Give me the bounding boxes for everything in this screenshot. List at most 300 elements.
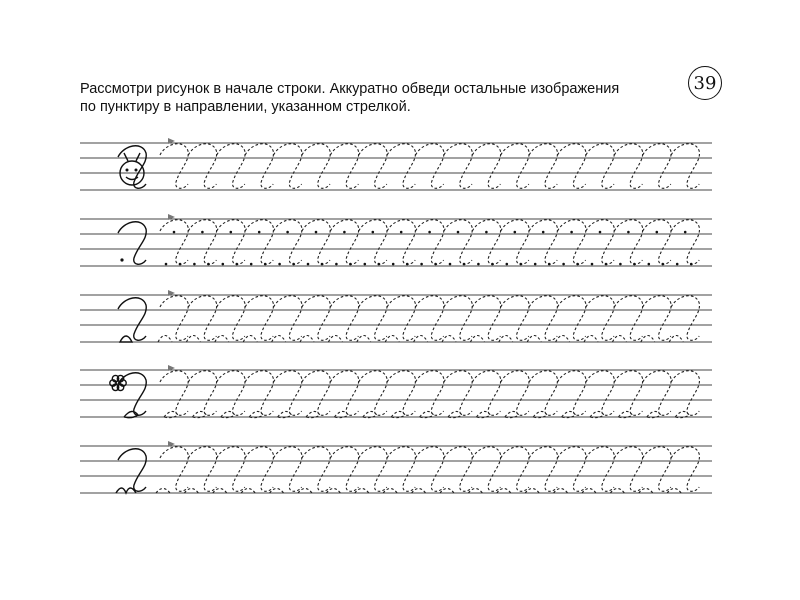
tracing-copy	[639, 447, 671, 493]
tracing-copy	[525, 447, 557, 493]
tracing-copy	[499, 296, 529, 342]
dashed-hook	[274, 220, 302, 265]
bud-icon	[243, 336, 257, 343]
dot-icon	[292, 263, 295, 266]
dashed-hook	[501, 371, 529, 416]
dot-icon	[548, 263, 551, 266]
arc-icon	[383, 489, 397, 494]
dashed-hook	[359, 296, 387, 341]
eye-icon	[126, 169, 129, 172]
arc-icon	[525, 489, 539, 494]
arc-icon	[326, 489, 340, 494]
tracing-copy	[643, 220, 671, 266]
dot-icon	[591, 263, 594, 266]
dashed-hook	[387, 220, 415, 265]
tracing-copy	[302, 371, 330, 418]
dot-icon	[392, 263, 395, 266]
tracing-copy	[501, 144, 529, 189]
bud-icon	[584, 336, 598, 343]
tracing-copy	[213, 447, 245, 493]
dot-icon	[562, 263, 565, 266]
sample-hook	[118, 298, 146, 341]
arc-icon	[554, 489, 568, 494]
dashed-hook	[245, 144, 273, 189]
tracing-copy	[671, 220, 699, 266]
tracing-copy	[302, 144, 330, 189]
dashed-hook	[444, 296, 472, 341]
bud-icon	[328, 336, 342, 343]
dashed-hook	[387, 296, 415, 341]
dashed-hook	[643, 220, 671, 265]
dashed-hook	[330, 371, 358, 416]
dashed-hook	[217, 144, 245, 189]
dashed-hook	[472, 371, 500, 416]
tracing-copy	[188, 220, 216, 266]
dot-icon	[378, 263, 381, 266]
arc-icon	[298, 489, 312, 494]
dashed-hook	[330, 144, 358, 189]
tracing-copy	[330, 144, 358, 189]
dashed-hook	[671, 144, 699, 189]
dashed-hook	[586, 296, 614, 341]
tracing-copy	[359, 144, 387, 189]
tracing-copy	[326, 447, 358, 493]
dot-icon	[406, 263, 409, 266]
tracing-copy	[330, 220, 358, 266]
arc-icon	[610, 489, 624, 494]
dot-icon	[627, 231, 630, 234]
dashed-hook	[472, 220, 500, 265]
dashed-hook	[217, 220, 245, 265]
dot-icon	[656, 231, 659, 234]
tracing-copy	[272, 296, 302, 342]
dot-icon	[250, 263, 253, 266]
tracing-copy	[274, 220, 302, 266]
bud-icon	[158, 336, 172, 343]
dashed-hook	[245, 296, 273, 341]
arc-icon	[440, 489, 454, 494]
tracing-copy	[558, 220, 586, 266]
dot-icon	[676, 263, 679, 266]
dashed-hook	[529, 220, 557, 265]
tracing-copy	[359, 220, 387, 266]
dashed-hook	[330, 447, 358, 492]
tracing-copy	[501, 220, 529, 266]
dot-icon	[648, 263, 651, 266]
tracing-copy	[186, 296, 216, 342]
tracing-copy	[416, 371, 444, 418]
dashed-hook	[160, 220, 188, 265]
tracing-copy	[184, 447, 216, 493]
dashed-hook	[160, 144, 188, 189]
arc-icon	[156, 489, 170, 494]
tracing-copy	[215, 296, 245, 342]
dashed-hook	[160, 296, 188, 341]
dashed-hook	[387, 371, 415, 416]
bell-flower-icon	[120, 336, 132, 342]
dashed-hook	[671, 447, 699, 492]
tracing-copy	[501, 371, 529, 418]
bud-icon	[414, 336, 428, 343]
bud-icon	[215, 336, 229, 343]
dashed-hook	[359, 447, 387, 492]
tracing-copy	[558, 371, 586, 418]
page-number: 39	[693, 72, 717, 94]
dashed-hook	[586, 144, 614, 189]
eye-icon	[135, 169, 138, 172]
tracing-copy	[440, 447, 472, 493]
sample-figure	[118, 222, 146, 265]
dot-icon	[222, 263, 225, 266]
dot-icon	[307, 263, 310, 266]
dot-icon	[278, 263, 281, 266]
dot-icon	[400, 231, 403, 234]
tracing-copy	[468, 447, 500, 493]
bud-icon	[556, 336, 570, 343]
dot-icon	[349, 263, 352, 266]
tracing-copy	[527, 296, 557, 342]
tracing-copy	[414, 296, 444, 342]
dot-icon	[684, 231, 687, 234]
tracing-copy	[472, 371, 500, 418]
dashed-hook	[302, 220, 330, 265]
tracing-copy	[160, 371, 188, 418]
grass-icon	[116, 488, 136, 493]
tracing-copy	[300, 296, 330, 342]
dot-icon	[420, 263, 423, 266]
tracing-copy	[416, 144, 444, 189]
sample-figure	[116, 449, 146, 493]
dashed-hook	[217, 371, 245, 416]
dot-icon	[315, 231, 318, 234]
tracing-copy	[328, 296, 358, 342]
bud-icon	[385, 336, 399, 343]
tracing-copy	[156, 447, 188, 493]
tracing-copy	[330, 371, 358, 418]
arc-icon	[412, 489, 426, 494]
tracing-copy	[188, 144, 216, 189]
tracing-copy	[243, 296, 273, 342]
sample-hook	[118, 373, 146, 416]
tracing-copy	[160, 144, 188, 189]
dashed-hook	[558, 220, 586, 265]
dashed-hook	[274, 447, 302, 492]
arc-icon	[213, 489, 227, 494]
dashed-hook	[160, 371, 188, 416]
bud-icon	[357, 336, 371, 343]
dashed-hook	[330, 296, 358, 341]
arc-icon	[468, 489, 482, 494]
dashed-hook	[472, 296, 500, 341]
dashed-hook	[274, 371, 302, 416]
dot-icon	[165, 263, 168, 266]
dashed-hook	[558, 371, 586, 416]
dot-icon	[120, 258, 123, 261]
tracing-copy	[274, 371, 302, 418]
tracing-copy	[497, 447, 529, 493]
dashed-hook	[529, 144, 557, 189]
dashed-hook	[558, 144, 586, 189]
dot-icon	[599, 231, 602, 234]
tracing-copy	[614, 144, 642, 189]
dot-icon	[457, 231, 460, 234]
dot-icon	[286, 231, 289, 234]
antenna-icon	[124, 153, 140, 161]
sample-figure	[118, 146, 146, 189]
dashed-hook	[245, 220, 273, 265]
tracing-copy	[614, 220, 642, 266]
dashed-hook	[416, 220, 444, 265]
dashed-hook	[359, 144, 387, 189]
tracing-copy	[444, 144, 472, 189]
dot-icon	[321, 263, 324, 266]
dot-icon	[662, 263, 665, 266]
tracing-copy	[554, 447, 586, 493]
arc-icon	[639, 489, 653, 494]
dashed-hook	[245, 371, 273, 416]
dashed-hook	[160, 447, 188, 492]
tracing-copy	[470, 296, 500, 342]
dot-icon	[372, 231, 375, 234]
tracing-copy	[582, 447, 614, 493]
dashed-hook	[501, 220, 529, 265]
dot-icon	[434, 263, 437, 266]
dashed-hook	[302, 296, 330, 341]
dashed-hook	[501, 447, 529, 492]
dashed-hook	[387, 447, 415, 492]
dashed-hook	[217, 447, 245, 492]
arc-icon	[355, 489, 369, 494]
dashed-hook	[671, 220, 699, 265]
tracing-copy	[529, 220, 557, 266]
tracing-copy	[241, 447, 273, 493]
dashed-hook	[614, 447, 642, 492]
tracing-copy	[529, 144, 557, 189]
dashed-hook	[274, 296, 302, 341]
dashed-hook	[302, 144, 330, 189]
dashed-hook	[643, 144, 671, 189]
bud-icon	[272, 336, 286, 343]
bud-icon	[186, 336, 200, 343]
dashed-hook	[529, 447, 557, 492]
dot-icon	[264, 263, 267, 266]
sample-figure	[118, 298, 146, 342]
dashed-hook	[444, 447, 472, 492]
dashed-hook	[643, 296, 671, 341]
dashed-hook	[188, 296, 216, 341]
dashed-hook	[472, 447, 500, 492]
dashed-hook	[387, 144, 415, 189]
dashed-hook	[501, 144, 529, 189]
sample-figure	[110, 373, 146, 418]
dashed-hook	[416, 296, 444, 341]
dot-icon	[633, 263, 636, 266]
dot-icon	[230, 231, 233, 234]
dashed-hook	[444, 144, 472, 189]
dot-icon	[477, 263, 480, 266]
dot-icon	[690, 263, 693, 266]
dot-icon	[193, 263, 196, 266]
arc-icon	[582, 489, 596, 494]
dashed-hook	[558, 296, 586, 341]
tracing-copy	[444, 371, 472, 418]
dashed-hook	[416, 371, 444, 416]
dot-icon	[485, 231, 488, 234]
dashed-hook	[529, 371, 557, 416]
tracing-copy	[357, 296, 387, 342]
tracing-copy	[387, 144, 415, 189]
tracing-copy	[444, 220, 472, 266]
dashed-hook	[529, 296, 557, 341]
dashed-hook	[586, 371, 614, 416]
tracing-row	[80, 365, 712, 418]
tracing-copy	[355, 447, 387, 493]
instruction-line-2: по пунктиру в направлении, указанном стрелкой.	[80, 99, 411, 115]
dot-icon	[449, 263, 452, 266]
arc-icon	[497, 489, 511, 494]
dot-icon	[491, 263, 494, 266]
tracing-copy	[529, 371, 557, 418]
tracing-row	[80, 138, 712, 190]
bud-icon	[527, 336, 541, 343]
tracing-copy	[586, 220, 614, 266]
tracing-copy	[667, 447, 699, 493]
tracing-copy	[669, 296, 699, 342]
dot-icon	[605, 263, 608, 266]
tracing-copy	[217, 144, 245, 189]
tracing-copy	[270, 447, 302, 493]
sample-hook	[118, 449, 146, 492]
tracing-copy	[188, 371, 216, 418]
dashed-hook	[643, 447, 671, 492]
tracing-copy	[383, 447, 415, 493]
tracing-copy	[274, 144, 302, 189]
tracing-copy	[245, 220, 273, 266]
dashed-hook	[217, 296, 245, 341]
dot-icon	[258, 231, 261, 234]
dot-icon	[364, 263, 367, 266]
tracing-copy	[245, 371, 273, 418]
sample-hook	[118, 222, 146, 265]
dot-icon	[534, 263, 537, 266]
dashed-hook	[188, 371, 216, 416]
tracing-copy	[359, 371, 387, 418]
dot-icon	[207, 263, 210, 266]
tracing-copy	[614, 371, 642, 418]
dot-icon	[335, 263, 338, 266]
arc-icon	[184, 489, 198, 494]
tracing-copy	[641, 296, 671, 342]
dashed-hook	[416, 144, 444, 189]
dashed-hook	[302, 371, 330, 416]
bud-icon	[641, 336, 655, 343]
bud-icon	[669, 336, 683, 343]
tracing-copy	[217, 220, 245, 266]
dashed-hook	[274, 144, 302, 189]
dashed-hook	[188, 144, 216, 189]
dashed-hook	[245, 447, 273, 492]
dashed-hook	[359, 371, 387, 416]
dashed-hook	[188, 447, 216, 492]
dot-icon	[576, 263, 579, 266]
tracing-row	[80, 290, 712, 342]
dashed-hook	[330, 220, 358, 265]
tracing-copy	[612, 296, 642, 342]
bud-icon	[499, 336, 513, 343]
dot-icon	[619, 263, 622, 266]
dashed-hook	[614, 371, 642, 416]
dashed-hook	[416, 447, 444, 492]
tracing-copy	[586, 371, 614, 418]
instruction-line-1: Рассмотри рисунок в начале строки. Аккуратно обведи остальные изображения	[80, 81, 620, 97]
dashed-hook	[444, 220, 472, 265]
dot-icon	[514, 231, 517, 234]
dot-icon	[520, 263, 523, 266]
dashed-hook	[586, 447, 614, 492]
tracing-copy	[298, 447, 330, 493]
tracing-copy	[412, 447, 444, 493]
tracing-copy	[643, 144, 671, 189]
dashed-hook	[188, 220, 216, 265]
tracing-copy	[385, 296, 415, 342]
dot-icon	[506, 263, 509, 266]
dot-icon	[179, 263, 182, 266]
dot-icon	[201, 231, 204, 234]
bud-icon	[470, 336, 484, 343]
tracing-copy	[387, 220, 415, 266]
tracing-copy	[584, 296, 614, 342]
tracing-copy	[472, 220, 500, 266]
dashed-hook	[558, 447, 586, 492]
dashed-hook	[643, 371, 671, 416]
dashed-hook	[671, 296, 699, 341]
dashed-hook	[614, 296, 642, 341]
tracing-row	[80, 214, 712, 266]
tracing-copy	[217, 371, 245, 418]
tracing-copy	[245, 144, 273, 189]
tracing-copy	[160, 220, 188, 266]
dashed-hook	[614, 144, 642, 189]
tracing-row	[80, 441, 712, 493]
dot-icon	[542, 231, 545, 234]
tracing-copy	[671, 144, 699, 189]
tracing-copy	[558, 144, 586, 189]
dot-icon	[463, 263, 466, 266]
dashed-hook	[501, 296, 529, 341]
dot-icon	[570, 231, 573, 234]
dashed-hook	[359, 220, 387, 265]
dot-icon	[343, 231, 346, 234]
dashed-hook	[444, 371, 472, 416]
tracing-copy	[302, 220, 330, 266]
tracing-copy	[442, 296, 472, 342]
tracing-copy	[472, 144, 500, 189]
arc-icon	[270, 489, 284, 494]
tracing-copy	[158, 296, 188, 342]
tracing-copy	[556, 296, 586, 342]
dashed-hook	[671, 371, 699, 416]
arc-icon	[241, 489, 255, 494]
dashed-hook	[472, 144, 500, 189]
dashed-hook	[302, 447, 330, 492]
tracing-copy	[416, 220, 444, 266]
tracing-copy	[387, 371, 415, 418]
dashed-hook	[586, 220, 614, 265]
dot-icon	[236, 263, 239, 266]
bud-icon	[300, 336, 314, 343]
arc-icon	[667, 489, 681, 494]
bud-icon	[442, 336, 456, 343]
